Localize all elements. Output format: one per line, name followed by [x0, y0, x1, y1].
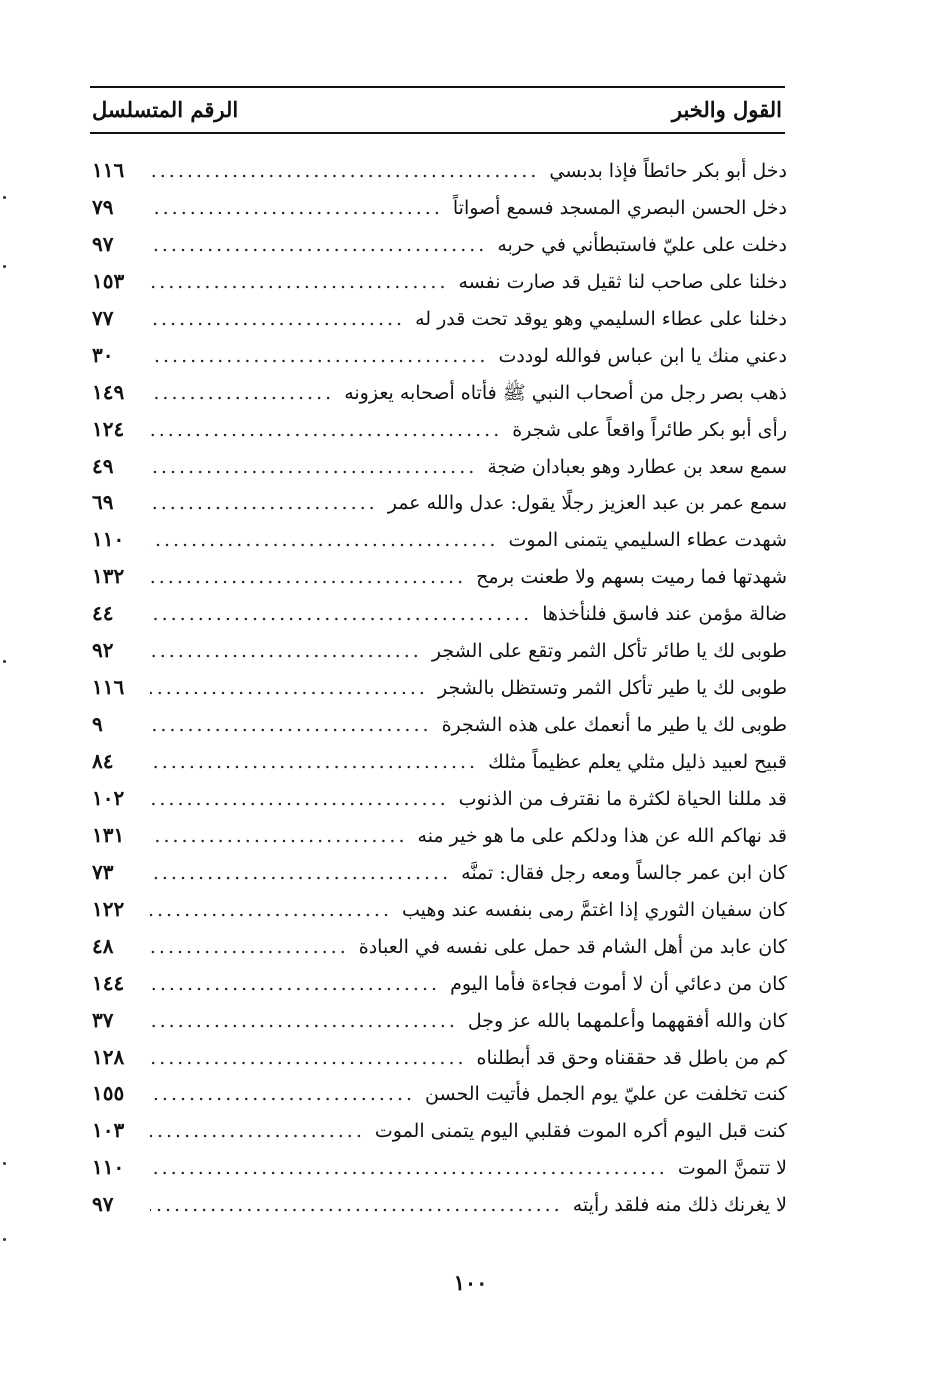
entry-text: دخل الحسن البصري المسجد فسمع أصواتاً — [452, 196, 787, 219]
leader-dots — [150, 781, 449, 818]
entry-text: ضالة مؤمن عند فاسق فلنأخذها — [542, 603, 787, 626]
entry-text: دخلت على عليّ فاستبطأني في حربه — [497, 233, 787, 256]
entry-text: رأى أبو بكر طائراً واقعاً على شجرة — [512, 418, 787, 441]
scan-speck — [3, 660, 6, 663]
entry-number: ٨٤ — [92, 749, 114, 773]
entry-text: كان سفيان الثوري إذا اغتمَّ رمى بنفسه عند وهيب — [402, 898, 787, 921]
scan-speck — [3, 1162, 6, 1165]
index-entry — [92, 152, 787, 189]
entry-number: ١٤٩ — [92, 379, 125, 404]
entry-number: ٤٨ — [92, 933, 114, 958]
entry-number: ١١٠ — [92, 527, 125, 552]
entry-text: ذهب بصر رجل من أصحاب النبي ﷺ فأتاه أصحابه يعزونه — [344, 381, 787, 404]
index-entry — [92, 1039, 787, 1076]
index-entry — [92, 780, 787, 817]
leader-dots — [150, 596, 532, 633]
entry-number: ١٣٢ — [92, 564, 125, 589]
index-list — [92, 152, 787, 1223]
header-rule — [90, 132, 785, 134]
scan-speck — [3, 1238, 6, 1241]
index-entry — [92, 1075, 787, 1112]
leader-dots — [150, 338, 488, 375]
index-entry — [92, 743, 787, 780]
leader-dots — [150, 449, 477, 486]
index-entry — [92, 411, 787, 448]
entry-text: قد مللنا الحياة لكثرة ما نقترف من الذنوب — [458, 787, 787, 810]
scan-speck — [3, 196, 6, 199]
index-entry — [92, 189, 787, 226]
entry-number: ٤٤ — [92, 601, 114, 626]
leader-dots — [150, 1003, 458, 1040]
entry-number: ٣٠ — [92, 342, 114, 367]
leader-dots — [150, 966, 440, 1003]
index-entry — [92, 817, 787, 854]
leader-dots — [150, 1040, 467, 1077]
index-entry — [92, 928, 787, 965]
entry-text: دخل أبو بكر حائطاً فإذا بدبسي — [549, 160, 787, 182]
entry-number: ٦٩ — [92, 490, 114, 515]
entry-text: كان والله أفقههما وأعلمهما بالله عز وجل — [467, 1009, 787, 1032]
page-number: ١٠٠ — [453, 1270, 488, 1295]
entry-number: ٩ — [92, 712, 103, 737]
header-column-label: الرقم المتسلسل — [92, 96, 239, 122]
index-entry — [92, 1186, 787, 1223]
index-entry — [92, 595, 787, 632]
entry-text: طوبى لك يا طير ما أنعمك على هذه الشجرة — [441, 714, 787, 737]
entry-text: لا تتمنَّ الموت — [677, 1157, 787, 1180]
leader-dots — [150, 1076, 415, 1113]
entry-text: كنت تخلفت عن عليّ يوم الجمل فأتيت الحسن — [425, 1083, 787, 1106]
entry-number: ١٤٤ — [92, 970, 125, 995]
entry-number: ٩٢ — [92, 638, 114, 663]
entry-number: ١٢٢ — [92, 896, 125, 921]
entry-text: سمع سعد بن عطارد وهو بعبادان ضجة — [487, 455, 787, 478]
index-entry — [92, 521, 787, 558]
leader-dots — [150, 633, 422, 670]
leader-dots — [150, 485, 378, 522]
index-entry — [92, 632, 787, 669]
index-entry — [92, 1112, 787, 1149]
running-header — [92, 92, 782, 126]
entry-number: ١٢٨ — [92, 1044, 125, 1069]
entry-number: ١٠٣ — [92, 1118, 125, 1143]
entry-number: ١١٦ — [92, 675, 125, 700]
entry-number: ٣٧ — [92, 1007, 114, 1032]
entry-text: كان ابن عمر جالساً ومعه رجل فقال: تمنَّه — [461, 861, 787, 884]
index-entry — [92, 891, 787, 928]
entry-number: ١٥٣ — [92, 268, 125, 293]
entry-text: قد نهاكم الله عن هذا ودلكم على ما هو خير منه — [417, 824, 787, 847]
leader-dots — [150, 818, 408, 855]
leader-dots — [150, 412, 502, 449]
entry-text: طوبى لك يا طير تأكل الثمر وتستظل بالشجر — [437, 677, 787, 700]
leader-dots — [150, 301, 405, 338]
leader-dots — [150, 522, 498, 559]
top-rule — [90, 86, 785, 88]
index-entry — [92, 226, 787, 263]
entry-number: ٤٩ — [92, 453, 114, 478]
leader-dots — [150, 227, 487, 264]
index-entry — [92, 300, 787, 337]
entry-text: لا يغرنك ذلك منه فلقد رأيته — [572, 1194, 787, 1217]
index-entry — [92, 374, 787, 411]
entry-number: ٧٩ — [92, 194, 114, 219]
entry-text: كم من باطل قد حققناه وحق قد أبطلناه — [476, 1046, 787, 1069]
index-entry — [92, 669, 787, 706]
entry-number: ١٣١ — [92, 822, 125, 847]
index-entry — [92, 484, 787, 521]
entry-number: ٧٧ — [92, 305, 114, 330]
entry-text: قبيح لعبيد ذليل مثلي يعلم عظيماً مثلك — [488, 751, 787, 773]
index-entry — [92, 854, 787, 891]
leader-dots — [150, 707, 432, 744]
entry-number: ١١٦ — [92, 158, 125, 182]
entry-number: ١٠٢ — [92, 785, 125, 810]
leader-dots — [150, 892, 392, 929]
leader-dots — [150, 670, 428, 707]
entry-text: كان من دعائي أن لا أموت فجاءة فأما اليوم — [450, 972, 787, 995]
index-entry — [92, 263, 787, 300]
entry-number: ١١٠ — [92, 1155, 125, 1180]
entry-number: ١٥٥ — [92, 1081, 125, 1106]
entry-number: ١٢٤ — [92, 416, 125, 441]
scan-speck — [3, 265, 6, 268]
entry-number: ٩٧ — [92, 231, 114, 256]
index-entry — [92, 448, 787, 485]
index-entry — [92, 1149, 787, 1186]
leader-dots — [150, 1187, 563, 1224]
leader-dots — [150, 375, 334, 412]
entry-text: كنت قبل اليوم أكره الموت فقلبي اليوم يتمنى الموت — [374, 1120, 787, 1143]
index-entry — [92, 965, 787, 1002]
leader-dots — [150, 559, 466, 596]
entry-text: كان عابد من أهل الشام قد حمل على نفسه في العبادة — [358, 935, 787, 958]
leader-dots — [150, 153, 539, 190]
leader-dots — [150, 264, 449, 301]
entry-number: ٧٣ — [92, 859, 114, 884]
entry-text: دعني منك يا ابن عباس فوالله لوددت — [498, 344, 787, 367]
leader-dots — [150, 744, 478, 781]
index-entry — [92, 706, 787, 743]
entry-text: دخلنا على عطاء السليمي وهو يوقد تحت قدر له — [415, 307, 787, 330]
index-entry — [92, 337, 787, 374]
entry-text: شهدت عطاء السليمي يتمنى الموت — [508, 529, 787, 552]
index-entry — [92, 558, 787, 595]
entry-number: ٩٧ — [92, 1192, 114, 1217]
entry-text: دخلنا على صاحب لنا ثقيل قد صارت نفسه — [458, 270, 787, 293]
leader-dots — [150, 929, 349, 966]
leader-dots — [150, 1113, 365, 1150]
index-entry — [92, 1002, 787, 1039]
entry-text: طوبى لك يا طائر تأكل الثمر وتقع على الشجر — [431, 640, 787, 663]
header-title: القول والخبر — [671, 96, 782, 122]
leader-dots — [150, 190, 443, 227]
leader-dots — [150, 1150, 668, 1187]
entry-text: سمع عمر بن عبد العزيز رجلًا يقول: عدل والله عمر — [387, 492, 787, 515]
leader-dots — [150, 855, 451, 892]
entry-text: شهدتها فما رميت بسهم ولا طعنت برمح — [476, 566, 787, 589]
